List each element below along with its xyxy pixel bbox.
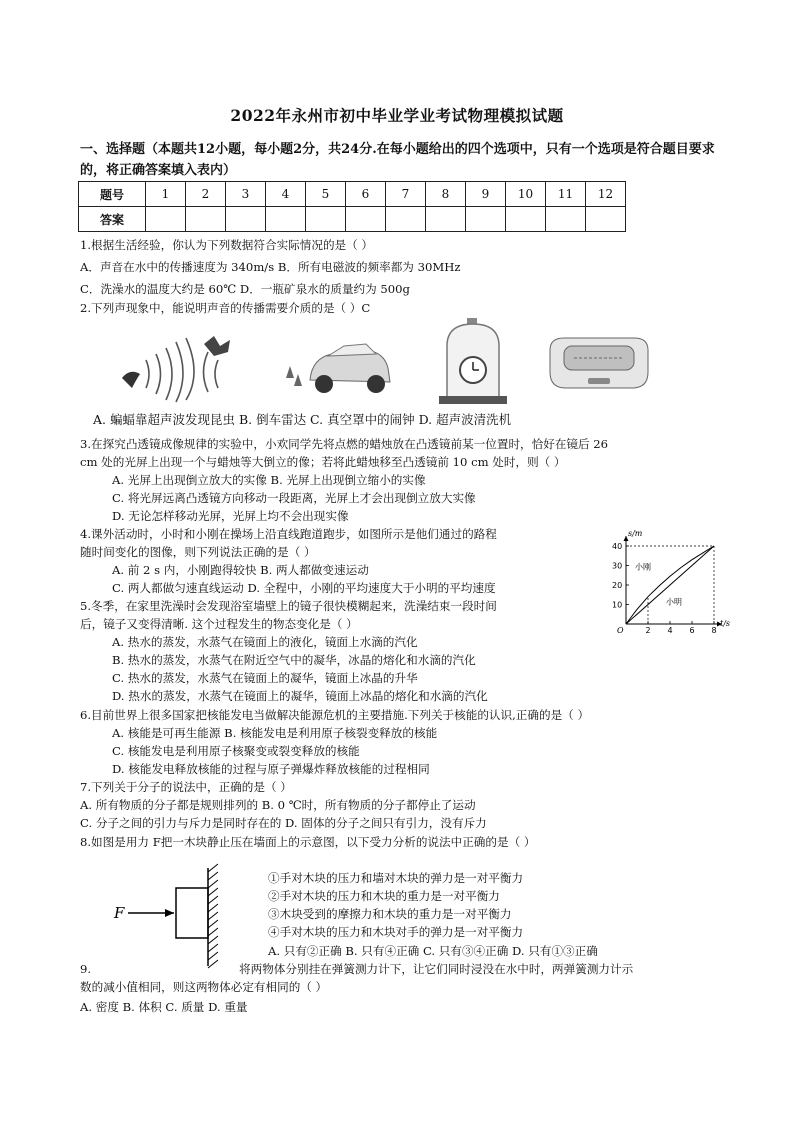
question-5-option-c: C. 热水的蒸发，水蒸气在镜面上的凝华，镜面上冰晶的升华 [112,671,418,685]
question-9-stem-1: 将两物体分别挂在弹簧测力计下，让它们同时浸没在水中时，两弹簧测力计示 [239,962,634,976]
table-cell: 9 [466,182,506,207]
section-heading: 一、选择题（本题共12小题，每小题2分，共24分.在每小题给出的四个选项中，只有一个选项是符合题目要求的，将正确答案填入表内） [80,142,715,178]
question-3-stem-2: cm 处的光屏上出现一个与蜡烛等大倒立的像；若将此蜡烛移至凸透镜前 10 cm 处时，则（ ） [80,455,566,469]
question-3-option-d: D. 无论怎样移动光屏，光屏上均不会出现实像 [112,509,349,523]
question-9-number: 9. [80,962,92,976]
question-8-statement-2: ②手对木块的压力和木块的重力是一对平衡力 [268,889,500,903]
y-tick-label: 30 [612,561,623,571]
question-6-option-d: D. 核能发电释放核能的过程与原子弹爆炸释放核能的过程相同 [112,762,430,776]
table-cell: 6 [346,182,386,207]
table-cell: 10 [506,182,546,207]
question-4-options-ab: A. 前 2 s 内，小刚跑得较快 B. 两人都做变速运动 [112,563,369,577]
x-tick-label: 6 [689,626,695,635]
x-axis-label: t/s [720,619,731,628]
answer-cell[interactable] [266,207,306,232]
question-1-options-cd: C．洗澡水的温度大约是 60℃ D．一瓶矿泉水的质量约为 500g [80,282,410,296]
question-3-option-c: C. 将光屏远离凸透镜方向移动一段距离，光屏上才会出现倒立放大实像 [112,491,476,505]
table-cell: 11 [546,182,586,207]
question-2-stem: 2.下列声现象中，能说明声音的传播需要介质的是（ ）C [80,301,371,315]
question-2-captions: A. 蝙蝠靠超声波发现昆虫 B. 倒车雷达 C. 真空罩中的闹钟 D. 超声波清洗机 [93,412,512,427]
answer-cell[interactable] [226,207,266,232]
question-5-option-b: B. 热水的蒸发，水蒸气在附近空气中的凝华，冰晶的熔化和水滴的汽化 [112,653,476,667]
wall-hatching [208,864,218,968]
table-cell: 12 [586,182,626,207]
x-tick-label: 4 [667,626,673,635]
ultrasonic-cleaner-illustration [544,332,654,398]
answer-cell[interactable] [466,207,506,232]
question-7-options-ab: A. 所有物质的分子都是规则排列的 B. 0 ℃时，所有物质的分子都停止了运动 [80,798,476,812]
table-cell: 3 [226,182,266,207]
question-1-stem: 1.根据生活经验，你认为下列数据符合实际情况的是（ ） [80,238,373,252]
cone-icon [286,366,302,386]
question-3-options-ab: A. 光屏上出现倒立放大的实像 B. 光屏上出现倒立缩小的实像 [112,473,426,487]
table-answer-label: 答案 [79,207,146,232]
question-5-option-a: A. 热水的蒸发，水蒸气在镜面上的液化，镜面上水滴的汽化 [112,635,418,649]
answer-cell[interactable] [186,207,226,232]
question-8-options: A. 只有②正确 B. 只有④正确 C. 只有③④正确 D. 只有①③正确 [268,944,598,958]
page-title: 2022年永州市初中毕业学业考试物理模拟试题 [230,106,564,125]
question-8-statement-1: ①手对木块的压力和墙对木块的弹力是一对平衡力 [268,871,524,885]
table-cell: 1 [146,182,186,207]
arrow-head-icon [165,909,174,917]
bat-icon [122,372,140,388]
question-8-stem: 8.如图是用力 F把一木块静止压在墙面上的示意图，以下受力分析的说法中正确的是（ ） [80,835,536,849]
wooden-block [176,888,208,938]
answer-cell[interactable] [586,207,626,232]
table-cell: 4 [266,182,306,207]
table-cell: 2 [186,182,226,207]
block-on-wall-diagram [110,864,222,970]
series-line-2 [626,546,714,624]
table-cell: 7 [386,182,426,207]
answer-cell[interactable] [386,207,426,232]
question-5-stem-2: 后，镜子又变得清晰. 这个过程发生的物态变化是（ ） [80,617,358,631]
vacuum-bell-illustration [433,316,513,406]
question-6-stem: 6.目前世界上很多国家把核能发电当做解决能源危机的主要措施.下列关于核能的认识,正确的是（ ） [80,708,590,722]
question-9-options: A. 密度 B. 体积 C. 质量 D. 重量 [80,1000,248,1014]
y-axis-label: s/m [628,529,643,538]
question-8-statement-3: ③木块受到的摩擦力和木块的重力是一对平衡力 [268,907,512,921]
x-tick-label: 2 [645,626,651,635]
question-4-options-cd: C. 两人都做匀速直线运动 D. 全程中，小刚的平均速度大于小明的平均速度 [112,581,496,595]
question-7-options-cd: C. 分子之间的引力与斥力是同时存在的 D. 固体的分子之间只有引力，没有斥力 [80,816,487,830]
table-header-label: 题号 [79,182,146,207]
y-tick-label: 20 [612,581,623,590]
table-row [79,182,626,207]
question-4-stem-1: 4.课外活动时，小时和小刚在操场上沿直线跑道跑步，如图所示是他们通过的路程 [80,527,497,541]
table-cell: 5 [306,182,346,207]
bat-ultrasound-illustration [112,330,242,400]
force-label: F [114,904,125,922]
question-9-stem-2: 数的减小值相同，则这两物体必定有相同的（ ） [80,980,328,994]
x-tick-label: 8 [711,626,717,635]
question-4-stem-2: 随时间变化的图像，则下列说法正确的是（ ） [80,545,316,559]
question-6-option-c: C. 核能发电是利用原子核聚变或裂变释放的核能 [112,744,360,758]
answer-cell[interactable] [306,207,346,232]
table-row [79,207,626,232]
question-3-stem-1: 3.在探究凸透镜成像规律的实验中，小欢同学先将点燃的蜡烛放在凸透镜前某一位置时，恰好在镜后 26 [80,437,609,451]
wheel-icon [315,375,333,393]
question-6-options-ab: A. 核能是可再生能源 B. 核能发电是利用原子核裂变释放的核能 [112,726,438,740]
question-5-option-d: D. 热水的蒸发，水蒸气在镜面上的凝华，镜面上冰晶的熔化和水滴的汽化 [112,689,488,703]
reversing-radar-illustration [280,330,392,400]
origin-label: O [617,626,624,635]
answer-cell[interactable] [426,207,466,232]
question-8-statement-4: ④手对木块的压力和木块对手的弹力是一对平衡力 [268,925,524,939]
question-7-stem: 7.下列关于分子的说法中，正确的是（ ） [80,780,292,794]
answer-table [78,181,626,232]
answer-cell[interactable] [546,207,586,232]
question-5-stem-1: 5.冬季，在家里洗澡时会发现浴室墙壁上的镜子很快模糊起来，洗澡结束一段时间 [80,599,497,613]
wheel-icon [367,375,385,393]
y-tick-label: 40 [612,542,623,551]
answer-cell[interactable] [346,207,386,232]
answer-cell[interactable] [506,207,546,232]
table-cell: 8 [426,182,466,207]
answer-cell[interactable] [146,207,186,232]
question-1-options-ab: A．声音在水中的传播速度为 340m/s B．所有电磁波的频率都为 30MHz [80,260,461,274]
y-tick-label: 10 [612,600,623,610]
distance-time-chart [612,529,731,636]
series-label-2: 小明 [666,597,682,607]
series-label-1: 小刚 [635,562,651,572]
